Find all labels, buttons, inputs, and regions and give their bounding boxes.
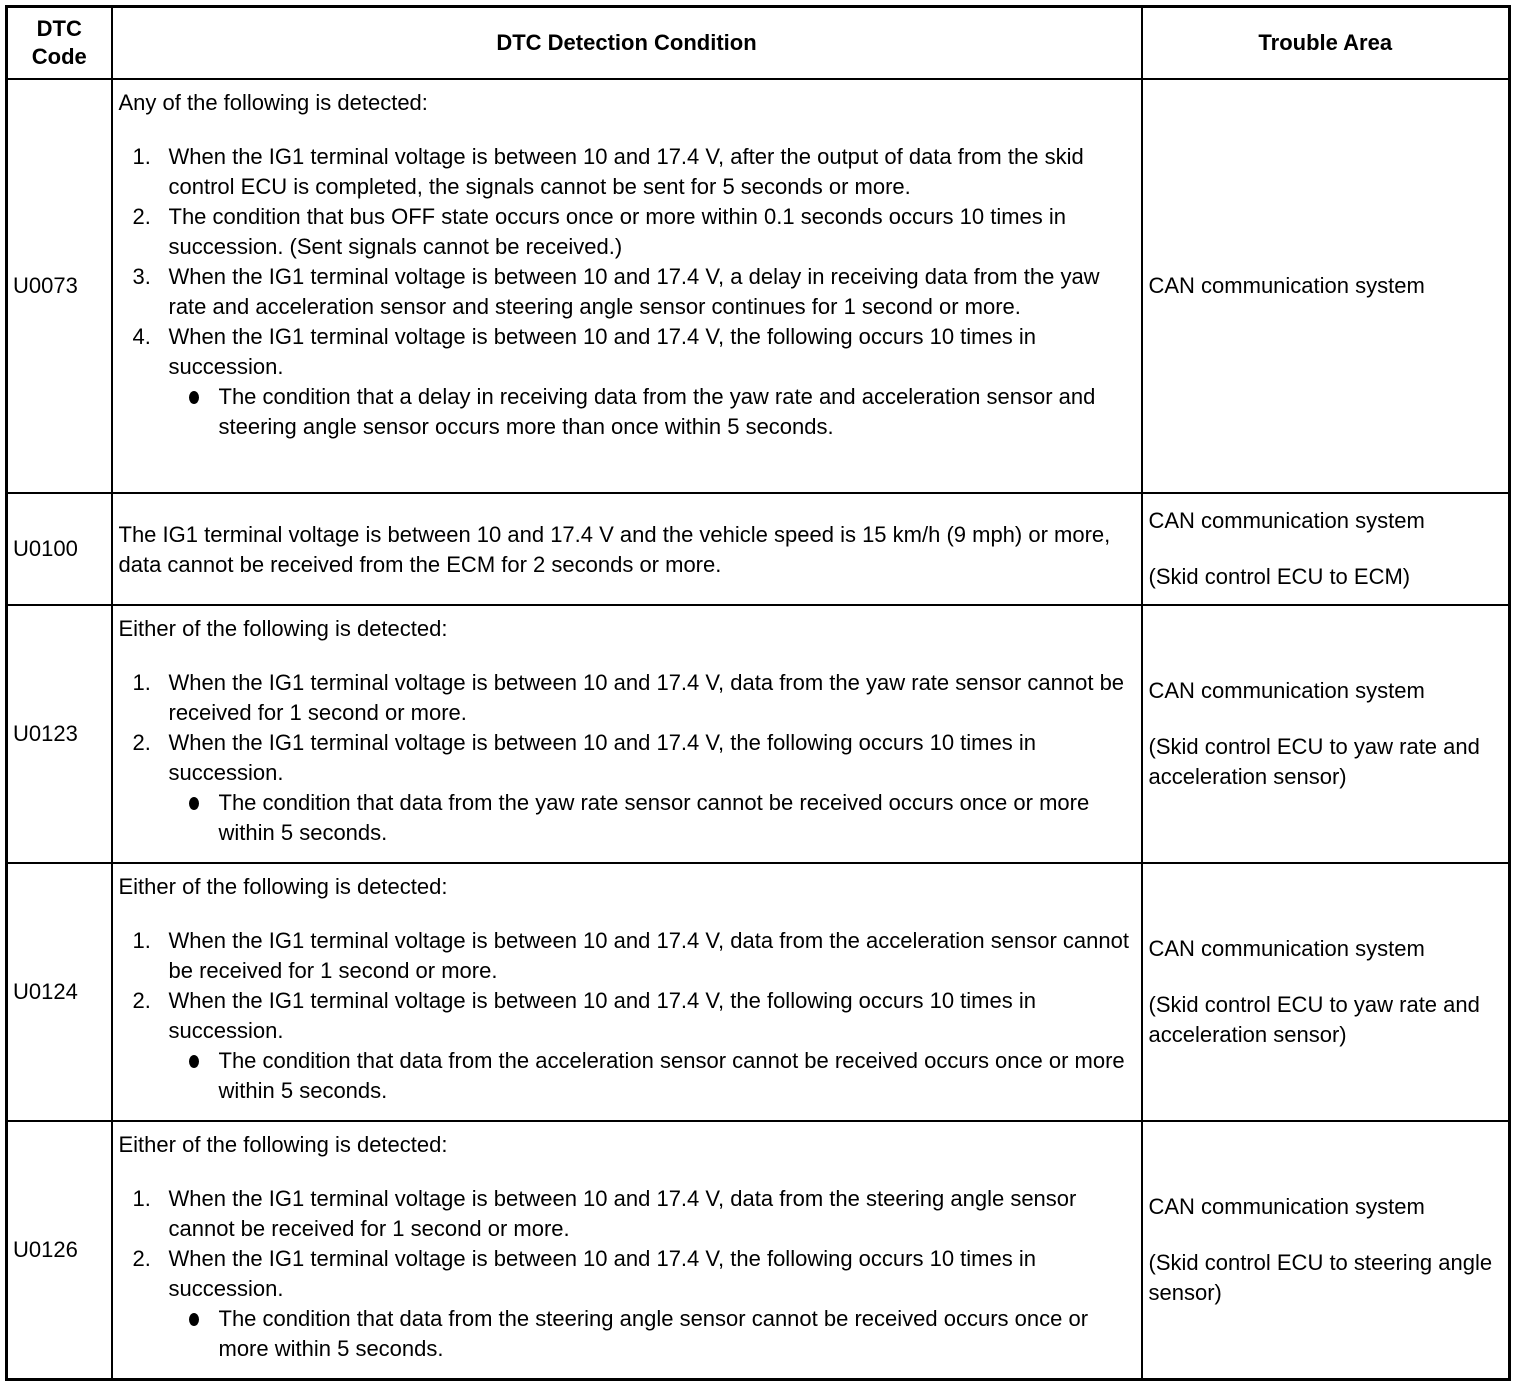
item-number: 2. (132, 730, 151, 755)
table-row (7, 1121, 1510, 1380)
condition-item (119, 322, 1135, 442)
trouble-area-line2: (Skid control ECU to yaw rate and acceleration sensor) (1148, 734, 1480, 789)
condition-item (119, 142, 1135, 202)
header-code-line1: DTC (36, 16, 82, 41)
bullet-text: The condition that a delay in receiving data from the yaw rate and acceleration sensor and steering angle sensor occurs more than once within 5 seconds. (218, 384, 1096, 439)
bullet-dot-icon (189, 1313, 199, 1326)
item-text: The condition that bus OFF state occurs once or more within 0.1 seconds occurs 10 times in succession. (Sent signals cannot be received.) (168, 204, 1067, 259)
item-number: 2. (132, 1246, 151, 1271)
header-code-line2: Code (31, 44, 87, 69)
sub-bullet-list (169, 1304, 1135, 1364)
trouble-area-line1: CAN communication system (1148, 936, 1425, 961)
dtc-code: U0126 (7, 1121, 112, 1380)
table-row (7, 493, 1510, 605)
item-number: 1. (132, 144, 151, 169)
trouble-area-line1: CAN communication system (1148, 508, 1425, 533)
table-row (7, 863, 1510, 1121)
trouble-area (1142, 493, 1510, 605)
item-number: 1. (132, 1186, 151, 1211)
detection-condition (112, 493, 1142, 605)
header-detection-condition: DTC Detection Condition (112, 7, 1142, 80)
bullet-dot-icon (189, 391, 199, 404)
condition-list (119, 142, 1135, 442)
trouble-area-line1: CAN communication system (1148, 1194, 1425, 1219)
condition-item (119, 1244, 1135, 1364)
item-number: 1. (132, 670, 151, 695)
condition-intro: Either of the following is detected: (118, 874, 448, 899)
item-text: When the IG1 terminal voltage is between 10 and 17.4 V, the following occurs 10 times in succession. (168, 324, 1036, 379)
item-text: When the IG1 terminal voltage is between 10 and 17.4 V, the following occurs 10 times in succession. (168, 988, 1036, 1043)
condition-item (119, 1184, 1135, 1244)
sub-bullet-list (169, 788, 1135, 848)
spacer (1149, 706, 1503, 732)
item-text: When the IG1 terminal voltage is between 10 and 17.4 V, the following occurs 10 times in succession. (168, 1246, 1036, 1301)
sub-bullet-list (169, 1046, 1135, 1106)
item-text: When the IG1 terminal voltage is between 10 and 17.4 V, data from the steering angle sensor cannot be received for 1 second or more. (168, 1186, 1077, 1241)
spacer (1149, 1222, 1503, 1248)
sub-bullet-list (169, 382, 1135, 442)
table-row (7, 79, 1510, 493)
dtc-code: U0100 (7, 493, 112, 605)
trouble-area (1142, 79, 1510, 493)
item-text: When the IG1 terminal voltage is between 10 and 17.4 V, data from the yaw rate sensor cannot be received for 1 second or more. (168, 670, 1125, 725)
condition-item (119, 728, 1135, 848)
item-number: 3. (132, 264, 151, 289)
header-dtc-code (7, 7, 112, 80)
dtc-code: U0124 (7, 863, 112, 1121)
spacer (1149, 536, 1503, 562)
trouble-area-line1: CAN communication system (1148, 678, 1425, 703)
sub-bullet-item (169, 788, 1135, 848)
bullet-dot-icon (189, 797, 199, 810)
item-number: 2. (132, 988, 151, 1013)
sub-bullet-item (169, 382, 1135, 442)
condition-list (119, 1184, 1135, 1364)
item-number: 2. (132, 204, 151, 229)
item-number: 1. (132, 928, 151, 953)
bullet-text: The condition that data from the yaw rate sensor cannot be received occurs once or more within 5 seconds. (218, 790, 1090, 845)
trouble-area-line2: (Skid control ECU to ECM) (1148, 564, 1411, 589)
header-row (7, 7, 1510, 80)
condition-intro: Any of the following is detected: (118, 90, 428, 115)
sub-bullet-item (169, 1046, 1135, 1106)
bullet-text: The condition that data from the steering angle sensor cannot be received occurs once or more within 5 seconds. (218, 1306, 1089, 1361)
item-text: When the IG1 terminal voltage is between 10 and 17.4 V, data from the acceleration sensor cannot be received for 1 second or more. (168, 928, 1129, 983)
item-text: When the IG1 terminal voltage is between 10 and 17.4 V, after the output of data from the skid control ECU is completed, the signals cannot be sent for 5 seconds or more. (168, 144, 1084, 199)
dtc-table (5, 5, 1511, 1381)
table-row (7, 605, 1510, 863)
condition-intro: Either of the following is detected: (118, 616, 448, 641)
trouble-area (1142, 605, 1510, 863)
condition-text: The IG1 terminal voltage is between 10 and 17.4 V and the vehicle speed is 15 km/h (9 mph) or more, data cannot be received from the ECM for 2 seconds or more. (118, 522, 1111, 577)
condition-item (119, 668, 1135, 728)
dtc-code: U0123 (7, 605, 112, 863)
trouble-area-line2: (Skid control ECU to steering angle sensor) (1148, 1250, 1493, 1305)
trouble-area-line2: (Skid control ECU to yaw rate and acceleration sensor) (1148, 992, 1480, 1047)
header-trouble-area: Trouble Area (1142, 7, 1510, 80)
condition-item (119, 986, 1135, 1106)
condition-list (119, 926, 1135, 1106)
condition-intro: Either of the following is detected: (118, 1132, 448, 1157)
sub-bullet-item (169, 1304, 1135, 1364)
detection-condition (112, 79, 1142, 493)
detection-condition (112, 605, 1142, 863)
detection-condition (112, 863, 1142, 1121)
dtc-code: U0073 (7, 79, 112, 493)
bullet-text: The condition that data from the acceleration sensor cannot be received occurs once or more within 5 seconds. (218, 1048, 1125, 1103)
spacer (1149, 964, 1503, 990)
condition-item (119, 262, 1135, 322)
item-text: When the IG1 terminal voltage is between 10 and 17.4 V, a delay in receiving data from the yaw rate and acceleration sensor and steering angle sensor continues for 1 second or more. (168, 264, 1100, 319)
trouble-area-line1: CAN communication system (1148, 273, 1425, 298)
trouble-area (1142, 863, 1510, 1121)
detection-condition (112, 1121, 1142, 1380)
trouble-area (1142, 1121, 1510, 1380)
condition-list (119, 668, 1135, 848)
item-text: When the IG1 terminal voltage is between 10 and 17.4 V, the following occurs 10 times in succession. (168, 730, 1036, 785)
condition-item (119, 926, 1135, 986)
item-number: 4. (132, 324, 151, 349)
bullet-dot-icon (189, 1055, 199, 1068)
condition-item (119, 202, 1135, 262)
